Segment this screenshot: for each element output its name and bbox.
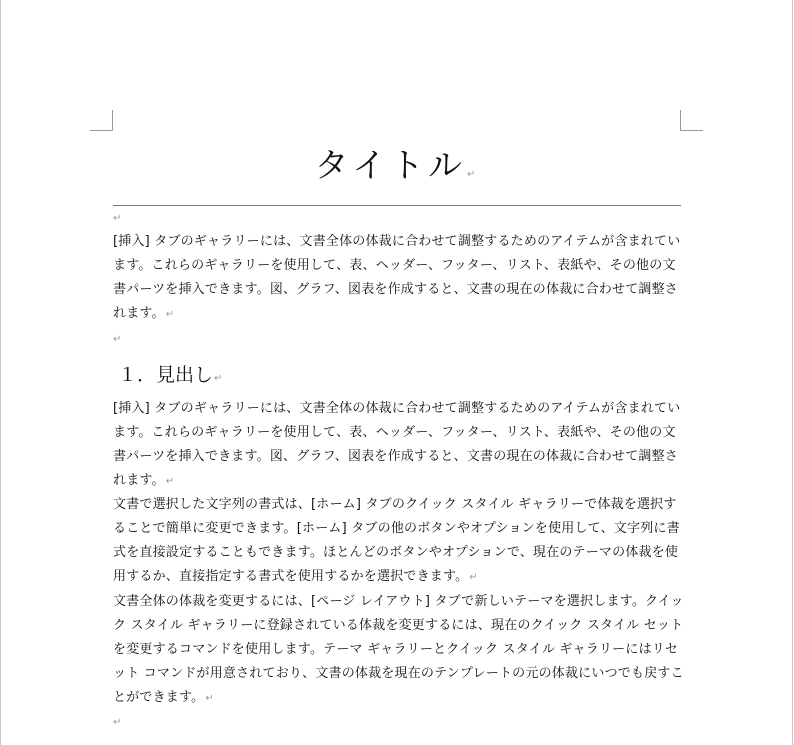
page-edge-right — [792, 0, 793, 745]
page-edge-left — [0, 0, 1, 745]
crop-mark-right-vertical — [680, 110, 681, 131]
document-title-text: タイトル — [314, 146, 466, 186]
empty-paragraph-mark-icon: ↵ — [113, 334, 122, 345]
paragraph-mark-icon: ↵ — [165, 476, 175, 487]
crop-mark-left-horizontal — [90, 130, 112, 131]
paragraph-mark-icon: ↵ — [214, 373, 223, 384]
paragraph-mark-icon: ↵ — [469, 572, 478, 583]
heading-1[interactable] — [118, 360, 222, 394]
heading-1-text: １．見出し — [118, 364, 214, 386]
document-title[interactable] — [113, 144, 681, 197]
body-paragraph-3-text: 文書で選択した文字列の書式は、[ホーム] タブのクイック スタイル ギャラリーで体裁を選択することで簡単に変更できます。[ホーム] タブの他のボタンやオプションを使用して、文字列に書式を直接設定することもできます。ほとんどのボタンやオプションで、現在のテーマの体裁を使用するか、直接指定する書式を使用するかを選択できます。 — [113, 497, 680, 584]
body-paragraph-2[interactable] — [113, 397, 685, 494]
body-paragraph-3[interactable] — [113, 493, 685, 590]
body-paragraph-2-text: [挿入] タブのギャラリーには、文書全体の体裁に合わせて調整するためのアイテムが含まれています。これらのギャラリーを使用して、表、ヘッダー、フッター、リスト、表紙や、その他の文書パーツを挿入できます。図、グラフ、図表を作成すると、文書の現在の体裁に合わせて調整されます。 — [113, 401, 681, 488]
crop-mark-right-horizontal — [681, 130, 703, 131]
title-underline — [113, 205, 681, 206]
body-paragraph-1-text: [挿入] タブのギャラリーには、文書全体の体裁に合わせて調整するためのアイテムが含まれています。これらのギャラリーを使用して、表、ヘッダー、フッター、リスト、表紙や、その他の文書パーツを挿入できます。図、グラフ、図表を作成すると、文書の現在の体裁に合わせて調整されます。 — [113, 234, 681, 321]
paragraph-mark-icon: ↵ — [205, 693, 214, 704]
empty-paragraph-mark-icon: ↵ — [113, 213, 122, 224]
crop-mark-left-vertical — [112, 110, 113, 131]
paragraph-mark-icon: ↵ — [466, 169, 480, 180]
body-paragraph-4-text: 文書全体の体裁を変更するには、[ページ レイアウト] タブで新しいテーマを選択します。クイック スタイル ギャラリーに登録されている体裁を変更するには、現在のクイック スタイル セットを変更するコマンドを使用します。テーマ ギャラリーとクイック スタイル ギャラリーにはリセット コマンドが用意されており、文書の体裁を現在のテンプレートの元の体裁にいつでも戻すことができます。 — [113, 594, 684, 705]
empty-paragraph-mark-icon: ↵ — [113, 717, 122, 728]
body-paragraph-1[interactable] — [113, 230, 685, 327]
body-paragraph-4[interactable] — [113, 590, 685, 711]
paragraph-mark-icon: ↵ — [165, 309, 175, 320]
